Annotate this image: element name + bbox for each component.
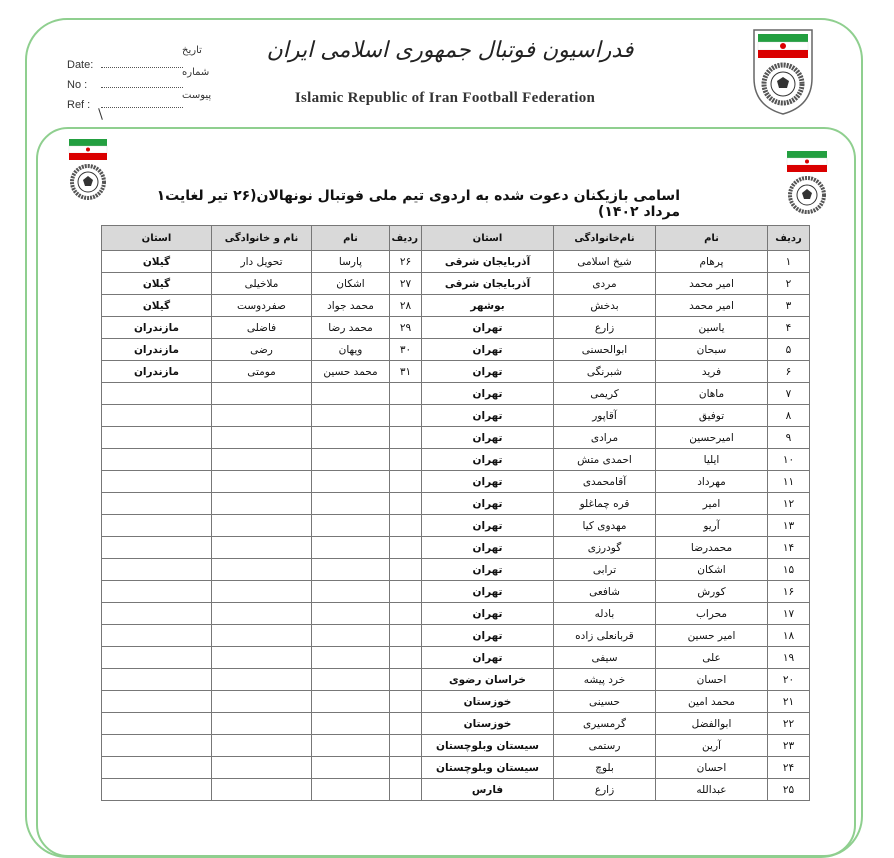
cell-first-name-2: محمد رضا [312,317,390,339]
cell-last-name-2 [212,383,312,405]
table-row [102,691,810,713]
cell-first-name: احسان [656,669,768,691]
cell-last-name-2 [212,515,312,537]
table-row [102,339,810,361]
cell-province-2: گیلان [102,251,212,273]
cell-last-name-2 [212,537,312,559]
cell-province-2 [102,581,212,603]
table-row [102,383,810,405]
reference-label: Ref : [67,99,91,111]
cell-first-name-2 [312,713,390,735]
cell-last-name-2 [212,603,312,625]
cell-last-name-2 [212,647,312,669]
cell-first-name-2 [312,493,390,515]
table-row [102,669,810,691]
header-province-2: استان [102,226,212,251]
cell-first-name: پرهام [656,251,768,273]
table-row [102,625,810,647]
federation-emblem-icon [750,26,816,116]
number-line [101,78,183,88]
cell-last-name-2 [212,581,312,603]
cell-row-number-2 [390,471,422,493]
table-row [102,251,810,273]
cell-last-name: مرادی [554,427,656,449]
cell-row-number-2: ۲۸ [390,295,422,317]
cell-last-name: شیخ اسلامی [554,251,656,273]
cell-row-number-2 [390,493,422,515]
date-field [67,58,183,71]
cell-last-name: آقامحمدی [554,471,656,493]
cell-province-2 [102,735,212,757]
cell-row-number: ۱۸ [768,625,810,647]
cell-first-name: محمدرضا [656,537,768,559]
cell-first-name: اشکان [656,559,768,581]
cell-row-number: ۲۰ [768,669,810,691]
cell-first-name-2 [312,581,390,603]
cell-province: تهران [422,559,554,581]
cell-last-name-2: رضی [212,339,312,361]
cell-last-name-2: ملاخیلی [212,273,312,295]
cell-first-name: ابوالفضل [656,713,768,735]
table-row [102,559,810,581]
table-row [102,471,810,493]
cell-row-number: ۱۰ [768,449,810,471]
cell-province-2: مازندران [102,339,212,361]
cell-row-number-2 [390,537,422,559]
cell-province: تهران [422,361,554,383]
table-row [102,515,810,537]
cell-first-name: سبحان [656,339,768,361]
cell-first-name-2 [312,471,390,493]
cell-last-name: گودرزی [554,537,656,559]
cell-first-name: آرین [656,735,768,757]
cell-province-2 [102,537,212,559]
cell-last-name: بادله [554,603,656,625]
table-row [102,273,810,295]
cell-last-name-2 [212,779,312,801]
cell-last-name: مردی [554,273,656,295]
cell-province-2 [102,669,212,691]
cell-first-name: ایلیا [656,449,768,471]
cell-first-name: امیر حسین [656,625,768,647]
cell-row-number: ۸ [768,405,810,427]
cell-province-2: گیلان [102,295,212,317]
cell-last-name-2 [212,405,312,427]
table-row [102,735,810,757]
cell-last-name: قره چماغلو [554,493,656,515]
cell-province: سیستان وبلوچستان [422,757,554,779]
cell-first-name-2 [312,383,390,405]
cell-row-number-2 [390,735,422,757]
cell-province: سیستان وبلوچستان [422,735,554,757]
cell-last-name: مهدوی کیا [554,515,656,537]
cell-province: تهران [422,515,554,537]
table-row [102,647,810,669]
cell-last-name-2 [212,493,312,515]
cell-first-name: علی [656,647,768,669]
cell-row-number: ۱۶ [768,581,810,603]
cell-province-2: مازندران [102,361,212,383]
cell-row-number-2: ۲۷ [390,273,422,295]
cell-province: تهران [422,493,554,515]
cell-province: تهران [422,581,554,603]
cell-province: تهران [422,603,554,625]
players-table-body [102,251,810,801]
cell-last-name: ترابی [554,559,656,581]
header-province: استان [422,226,554,251]
cell-row-number-2: ۳۱ [390,361,422,383]
cell-first-name-2: اشکان [312,273,390,295]
cell-first-name: یاسین [656,317,768,339]
cell-province-2 [102,405,212,427]
cell-last-name-2: تحویل دار [212,251,312,273]
cell-row-number: ۲۱ [768,691,810,713]
cell-last-name: شبرنگی [554,361,656,383]
cell-row-number-2 [390,757,422,779]
cell-province: تهران [422,537,554,559]
cell-row-number: ۱۴ [768,537,810,559]
cell-province: تهران [422,383,554,405]
cell-row-number-2 [390,449,422,471]
cell-last-name-2 [212,691,312,713]
cell-first-name-2: محمد حسین [312,361,390,383]
cell-first-name-2: محمد جواد [312,295,390,317]
cell-row-number: ۹ [768,427,810,449]
cell-province: تهران [422,317,554,339]
cell-row-number: ۱۲ [768,493,810,515]
cell-first-name: محراب [656,603,768,625]
cell-first-name: احسان [656,757,768,779]
table-row [102,603,810,625]
number-field [67,78,183,91]
cell-first-name-2 [312,427,390,449]
cell-row-number: ۱۱ [768,471,810,493]
table-row [102,405,810,427]
cell-first-name-2 [312,515,390,537]
cell-last-name-2 [212,669,312,691]
table-row [102,361,810,383]
cell-row-number: ۳ [768,295,810,317]
cell-row-number-2 [390,405,422,427]
cell-last-name-2 [212,713,312,735]
cell-first-name: امیر [656,493,768,515]
cell-last-name-2 [212,559,312,581]
cell-row-number-2 [390,427,422,449]
federation-title-fa: فدراسیون فوتبال جمهوری اسلامی ایران [266,38,634,63]
cell-last-name: شافعی [554,581,656,603]
reference-label-fa: پیوست [182,90,212,101]
table-row [102,317,810,339]
header-last-name: نام‌خانوادگی [554,226,656,251]
cell-first-name-2 [312,449,390,471]
cell-province: تهران [422,339,554,361]
cell-first-name-2 [312,691,390,713]
cell-province: خوزستان [422,713,554,735]
cell-province-2 [102,603,212,625]
cell-last-name-2 [212,625,312,647]
cell-first-name: محمد امین [656,691,768,713]
cell-row-number: ۱۷ [768,603,810,625]
cell-province: تهران [422,647,554,669]
reference-field [67,98,183,111]
cell-last-name-2: صفردوست [212,295,312,317]
cell-province-2 [102,691,212,713]
cell-last-name: ابوالحسنی [554,339,656,361]
cell-row-number-2 [390,383,422,405]
cell-row-number: ۱۵ [768,559,810,581]
cell-last-name: رستمی [554,735,656,757]
header-first-name-2: نام [312,226,390,251]
date-line [101,58,183,68]
header-row-number-2: ردیف [390,226,422,251]
cell-last-name: قربانعلی زاده [554,625,656,647]
table-header-row [102,226,810,251]
cell-last-name: کریمی [554,383,656,405]
header-first-name: نام [656,226,768,251]
table-row [102,779,810,801]
cell-last-name-2 [212,449,312,471]
cell-row-number: ۲ [768,273,810,295]
cell-last-name: گرمسیری [554,713,656,735]
cell-first-name-2 [312,537,390,559]
date-label-fa: تاریخ [182,45,202,56]
cell-province-2 [102,427,212,449]
left-emblem-icon [66,136,110,204]
cell-last-name-2 [212,427,312,449]
cell-row-number: ۲۳ [768,735,810,757]
cell-first-name: عبدالله [656,779,768,801]
cell-first-name: توفیق [656,405,768,427]
cell-row-number-2 [390,779,422,801]
cell-first-name: امیر محمد [656,295,768,317]
table-row [102,537,810,559]
cell-province-2 [102,713,212,735]
table-row [102,493,810,515]
table-row [102,713,810,735]
cell-first-name-2 [312,669,390,691]
cell-row-number-2: ۳۰ [390,339,422,361]
cell-province-2 [102,493,212,515]
cell-first-name-2 [312,625,390,647]
cell-row-number-2 [390,625,422,647]
cell-province-2: گیلان [102,273,212,295]
cell-row-number: ۲۲ [768,713,810,735]
cell-province: خراسان رضوی [422,669,554,691]
number-label: No : [67,79,88,91]
cell-row-number: ۱۹ [768,647,810,669]
cell-row-number-2 [390,515,422,537]
cell-row-number-2 [390,713,422,735]
cell-province: فارس [422,779,554,801]
cell-last-name: احمدی متش [554,449,656,471]
cell-first-name-2 [312,779,390,801]
cell-row-number-2 [390,647,422,669]
cell-first-name-2 [312,647,390,669]
cell-row-number-2 [390,603,422,625]
cell-last-name: زارع [554,779,656,801]
table-row [102,757,810,779]
cell-first-name-2 [312,757,390,779]
header-last-name-2: نام و خانوادگی [212,226,312,251]
cell-last-name-2 [212,471,312,493]
cell-row-number: ۱۳ [768,515,810,537]
cell-row-number-2 [390,559,422,581]
cell-first-name-2: پارسا [312,251,390,273]
table-row [102,295,810,317]
reference-line [101,98,183,108]
date-label: Date: [67,59,94,71]
cell-province-2 [102,779,212,801]
cell-last-name: حسینی [554,691,656,713]
cell-province-2 [102,471,212,493]
table-row [102,449,810,471]
cell-first-name: مهرداد [656,471,768,493]
cell-province-2 [102,449,212,471]
number-label-fa: شماره [182,67,210,78]
cell-province: بوشهر [422,295,554,317]
cell-row-number: ۷ [768,383,810,405]
cell-province-2 [102,383,212,405]
cell-first-name-2 [312,405,390,427]
cell-row-number-2: ۲۶ [390,251,422,273]
cell-first-name-2 [312,559,390,581]
cell-row-number-2 [390,691,422,713]
cell-row-number-2: ۲۹ [390,317,422,339]
cell-first-name: امیرحسین [656,427,768,449]
cell-row-number-2 [390,669,422,691]
players-table [101,225,810,801]
cell-first-name: امیر محمد [656,273,768,295]
cell-province-2 [102,515,212,537]
cell-row-number: ۶ [768,361,810,383]
table-row [102,427,810,449]
cell-province: تهران [422,625,554,647]
cell-row-number: ۲۵ [768,779,810,801]
cell-province: آذربایجان شرقی [422,251,554,273]
cell-first-name: فرید [656,361,768,383]
cell-last-name-2 [212,757,312,779]
cell-last-name: آقاپور [554,405,656,427]
cell-first-name-2: ویهان [312,339,390,361]
cell-row-number: ۱ [768,251,810,273]
cell-row-number: ۴ [768,317,810,339]
cell-last-name: بدخش [554,295,656,317]
cell-province-2 [102,625,212,647]
cell-last-name: بلوچ [554,757,656,779]
cell-province-2: مازندران [102,317,212,339]
cell-province-2 [102,559,212,581]
cell-first-name: ماهان [656,383,768,405]
header-row-number: ردیف [768,226,810,251]
document-title: اسامی بازیکنان دعوت شده به اردوی تیم ملی فوتبال نونهالان(۲۶ تیر لغایت۱ مرداد ۱۴۰۲) [156,188,680,220]
cell-province: تهران [422,471,554,493]
cell-last-name-2: مومتی [212,361,312,383]
cell-row-number: ۲۴ [768,757,810,779]
cell-last-name: سیفی [554,647,656,669]
cell-first-name: کورش [656,581,768,603]
cell-last-name-2 [212,735,312,757]
cell-province-2 [102,647,212,669]
cell-first-name: آریو [656,515,768,537]
cell-last-name: زارع [554,317,656,339]
cell-province: تهران [422,449,554,471]
table-row [102,581,810,603]
cell-first-name-2 [312,603,390,625]
cell-province: آذربایجان شرقی [422,273,554,295]
cell-province: تهران [422,427,554,449]
cell-last-name-2: فاضلی [212,317,312,339]
federation-title-en: Islamic Republic of Iran Football Federation [294,90,596,106]
cell-last-name: خرد پیشه [554,669,656,691]
cell-province-2 [102,757,212,779]
right-emblem-icon [784,148,830,218]
cell-province: خوزستان [422,691,554,713]
cell-province: تهران [422,405,554,427]
cell-row-number: ۵ [768,339,810,361]
cell-row-number-2 [390,581,422,603]
cell-first-name-2 [312,735,390,757]
